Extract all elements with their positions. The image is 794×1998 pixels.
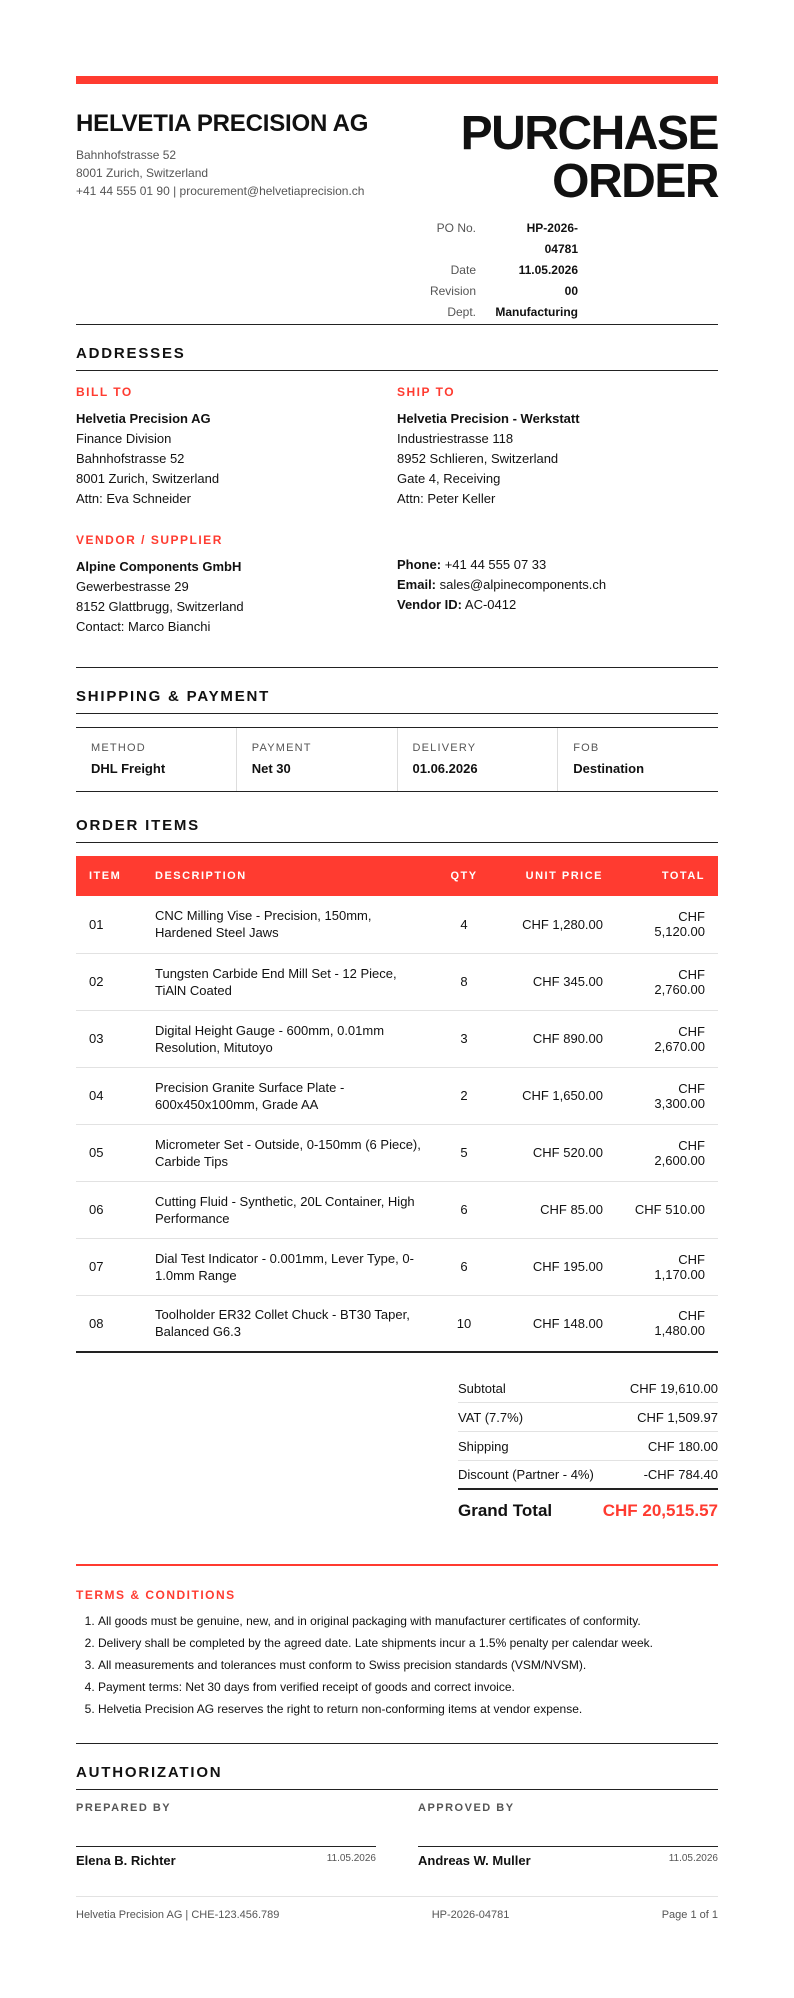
- cell-unit-price: CHF 85.00: [494, 1181, 616, 1238]
- document-title-line1: PURCHASE: [460, 107, 718, 160]
- meta-label: Revision: [429, 284, 476, 298]
- vendor-email: [397, 575, 718, 595]
- bill-to-line: 8001 Zurich, Switzerland: [76, 471, 220, 486]
- table-row: [76, 953, 718, 1010]
- table-row: [76, 1010, 718, 1067]
- cell-item: 06: [76, 1181, 142, 1238]
- cell-total: CHF 1,480.00: [616, 1295, 718, 1352]
- vendor-id-value: AC-0412: [464, 597, 517, 612]
- meta-value: 00: [564, 284, 578, 298]
- cell-total: CHF 5,120.00: [616, 896, 718, 953]
- cell-unit-price: CHF 1,280.00: [494, 896, 616, 953]
- totals-value: CHF 180.00: [647, 1438, 718, 1454]
- approved-by-name: Andreas W. Muller: [418, 1853, 531, 1868]
- totals-value: CHF 19,610.00: [629, 1380, 718, 1396]
- order-items-section: [76, 803, 718, 1353]
- prepared-by-block: [76, 1802, 376, 1868]
- ship-to-line: Helvetia Precision - Werkstatt: [397, 411, 580, 426]
- cell-description: Tungsten Carbide End Mill Set - 12 Piece, TiAlN Coated: [142, 953, 434, 1010]
- cell-total: CHF 510.00: [616, 1181, 718, 1238]
- totals-value: CHF 1,509.97: [637, 1409, 718, 1425]
- authorization-section: [76, 1743, 718, 1868]
- authorization-title: AUTHORIZATION: [76, 1744, 718, 1790]
- totals-label: Subtotal: [458, 1380, 506, 1396]
- shipping-label: FOB: [573, 742, 600, 754]
- grand-total-row: [458, 1492, 718, 1530]
- vendor-line: Contact: Marco Bianchi: [76, 619, 211, 634]
- footer-page-number: Page 1 of 1: [661, 1909, 718, 1921]
- vendor-block: [76, 533, 397, 637]
- cell-description: Micrometer Set - Outside, 0-150mm (6 Piece), Carbide Tips: [142, 1124, 434, 1181]
- header-description: DESCRIPTION: [142, 856, 434, 896]
- bill-to-line: Helvetia Precision AG: [76, 411, 211, 426]
- shipping-section: [76, 667, 718, 792]
- shipping-value: 01.06.2026: [412, 761, 478, 776]
- header-unit-price: UNIT PRICE: [494, 856, 616, 896]
- meta-value: 11.05.2026: [518, 263, 578, 277]
- shipping-value: Net 30: [251, 761, 291, 776]
- grand-total-value: CHF 20,515.57: [602, 1501, 718, 1520]
- shipping-cell-payment: [237, 728, 398, 791]
- header-item: ITEM: [76, 856, 142, 896]
- totals-block: [458, 1374, 718, 1530]
- shipping-cell-method: [76, 728, 237, 791]
- cell-qty: 6: [434, 1238, 494, 1295]
- prepared-by-name: Elena B. Richter: [76, 1853, 176, 1868]
- totals-row-discount: [458, 1461, 718, 1490]
- meta-row-po-number: [416, 218, 578, 260]
- cell-description: Toolholder ER32 Collet Chuck - BT30 Taper, Balanced G6.3: [142, 1295, 434, 1352]
- meta-row-revision: [416, 281, 578, 302]
- meta-label: Dept.: [447, 305, 476, 319]
- bill-to-line: Attn: Eva Schneider: [76, 491, 191, 506]
- shipping-title: SHIPPING & PAYMENT: [76, 668, 718, 714]
- approved-by-label: APPROVED BY: [418, 1802, 515, 1814]
- cell-unit-price: CHF 345.00: [494, 953, 616, 1010]
- cell-total: CHF 2,670.00: [616, 1010, 718, 1067]
- ship-to-block: [397, 385, 718, 509]
- bill-to-line: Finance Division: [76, 431, 172, 446]
- vendor-line: 8152 Glattbrugg, Switzerland: [76, 599, 244, 614]
- totals-label: Shipping: [458, 1438, 509, 1454]
- vendor-id-label: Vendor ID:: [397, 597, 463, 612]
- cell-total: CHF 2,760.00: [616, 953, 718, 1010]
- terms-item: 3. All measurements and tolerances must conform to Swiss precision standards (VSM/NVSM).: [98, 1654, 718, 1676]
- terms-list: [76, 1610, 718, 1720]
- table-header-row: [76, 856, 718, 896]
- table-row: [76, 1295, 718, 1352]
- shipping-label: PAYMENT: [251, 742, 312, 754]
- ship-to-label: SHIP TO: [397, 385, 456, 399]
- cell-qty: 2: [434, 1067, 494, 1124]
- header-total: TOTAL: [616, 856, 718, 896]
- shipping-label: METHOD: [91, 742, 146, 754]
- addresses-section: [76, 324, 718, 637]
- bill-to-line: Bahnhofstrasse 52: [76, 451, 185, 466]
- vendor-email-label: Email:: [397, 577, 437, 592]
- cell-item: 02: [76, 953, 142, 1010]
- grand-total-label: Grand Total: [458, 1501, 553, 1520]
- footer-po-number: HP-2026-04781: [431, 1909, 510, 1921]
- cell-unit-price: CHF 195.00: [494, 1238, 616, 1295]
- meta-label: Date: [450, 263, 476, 277]
- order-items-title: ORDER ITEMS: [76, 803, 718, 843]
- totals-row-shipping: [458, 1432, 718, 1461]
- cell-unit-price: CHF 148.00: [494, 1295, 616, 1352]
- accent-top-bar: [76, 76, 718, 84]
- table-row: [76, 896, 718, 953]
- terms-item: 1. All goods must be genuine, new, and in original packaging with manufacturer certificates of conformity.: [98, 1610, 718, 1632]
- shipping-cell-fob: [558, 728, 718, 791]
- company-name: HELVETIA PRECISION AG: [76, 110, 369, 137]
- shipping-value: Destination: [573, 761, 645, 776]
- shipping-value: DHL Freight: [91, 761, 166, 776]
- order-items-table: [76, 856, 718, 1353]
- cell-item: 04: [76, 1067, 142, 1124]
- vendor-contact-block: [397, 533, 718, 637]
- address-grid-vendor: [76, 533, 718, 637]
- meta-value: Manufacturing: [495, 305, 578, 319]
- shipping-label: DELIVERY: [412, 742, 477, 754]
- table-row: [76, 1124, 718, 1181]
- header-qty: QTY: [434, 856, 494, 896]
- vendor-phone-value: +41 44 555 07 33: [444, 557, 547, 572]
- signature-line: [76, 1846, 376, 1868]
- vendor-line: Gewerbestrasse 29: [76, 579, 189, 594]
- cell-item: 07: [76, 1238, 142, 1295]
- terms-item: 2. Delivery shall be completed by the agreed date. Late shipments incur a 1.5% penalty per calendar week.: [98, 1632, 718, 1654]
- page-footer: [76, 1896, 718, 1921]
- totals-row-vat: [458, 1403, 718, 1432]
- cell-item: 05: [76, 1124, 142, 1181]
- approved-by-date: 11.05.2026: [668, 1853, 718, 1864]
- cell-item: 01: [76, 896, 142, 953]
- shipping-cell-delivery: [398, 728, 559, 791]
- address-grid-top: [76, 385, 718, 509]
- vendor-phone: [397, 555, 718, 575]
- vendor-phone-label: Phone:: [397, 557, 442, 572]
- bill-to-block: [76, 385, 397, 509]
- vendor-label: VENDOR / SUPPLIER: [76, 533, 223, 547]
- cell-qty: 4: [434, 896, 494, 953]
- meta-row-date: [416, 260, 578, 281]
- footer-company: Helvetia Precision AG | CHE-123.456.789: [76, 1909, 280, 1921]
- document-title: [460, 107, 718, 208]
- cell-item: 03: [76, 1010, 142, 1067]
- bill-to-label: BILL TO: [76, 385, 133, 399]
- cell-description: Dial Test Indicator - 0.001mm, Lever Type, 0-1.0mm Range: [142, 1238, 434, 1295]
- meta-row-department: [416, 302, 578, 323]
- po-meta-block: [416, 218, 578, 323]
- cell-unit-price: CHF 1,650.00: [494, 1067, 616, 1124]
- vendor-id: [397, 595, 718, 615]
- meta-label: PO No.: [436, 221, 476, 235]
- ship-to-line: Gate 4, Receiving: [397, 471, 501, 486]
- cell-description: CNC Milling Vise - Precision, 150mm, Hardened Steel Jaws: [142, 896, 434, 953]
- totals-row-subtotal: [458, 1374, 718, 1403]
- ship-to-line: Attn: Peter Keller: [397, 491, 496, 506]
- cell-qty: 10: [434, 1295, 494, 1352]
- prepared-by-date: 11.05.2026: [326, 1853, 376, 1864]
- table-row: [76, 1238, 718, 1295]
- cell-description: Digital Height Gauge - 600mm, 0.01mm Resolution, Mitutoyo: [142, 1010, 434, 1067]
- vendor-email-value: sales@alpinecomponents.ch: [439, 577, 607, 592]
- table-row: [76, 1181, 718, 1238]
- terms-title: TERMS & CONDITIONS: [76, 1588, 236, 1602]
- signature-grid: [76, 1802, 718, 1868]
- cell-qty: 5: [434, 1124, 494, 1181]
- totals-label: VAT (7.7%): [458, 1409, 524, 1425]
- cell-unit-price: CHF 520.00: [494, 1124, 616, 1181]
- meta-value: HP-2026-04781: [526, 221, 578, 256]
- totals-label: Discount (Partner - 4%): [458, 1467, 594, 1482]
- cell-total: CHF 2,600.00: [616, 1124, 718, 1181]
- table-row: [76, 1067, 718, 1124]
- vendor-line: Alpine Components GmbH: [76, 559, 242, 574]
- addresses-title: ADDRESSES: [76, 325, 718, 371]
- cell-qty: 6: [434, 1181, 494, 1238]
- cell-description: Cutting Fluid - Synthetic, 20L Container, High Performance: [142, 1181, 434, 1238]
- company-contact: +41 44 555 01 90 | procurement@helvetiaprecision.ch: [76, 184, 365, 198]
- terms-section: [76, 1564, 718, 1720]
- cell-item: 08: [76, 1295, 142, 1352]
- ship-to-line: 8952 Schlieren, Switzerland: [397, 451, 559, 466]
- cell-qty: 8: [434, 953, 494, 1010]
- approved-by-block: [418, 1802, 718, 1868]
- cell-description: Precision Granite Surface Plate - 600x450x100mm, Grade AA: [142, 1067, 434, 1124]
- terms-item: 4. Payment terms: Net 30 days from verified receipt of goods and correct invoice.: [98, 1676, 718, 1698]
- cell-total: CHF 1,170.00: [616, 1238, 718, 1295]
- document-title-line2: ORDER: [552, 155, 718, 208]
- cell-total: CHF 3,300.00: [616, 1067, 718, 1124]
- terms-item: 5. Helvetia Precision AG reserves the right to return non-conforming items at vendor expense.: [98, 1698, 718, 1720]
- signature-line: [418, 1846, 718, 1868]
- company-address-line1: Bahnhofstrasse 52: [76, 148, 177, 162]
- company-address-line2: 8001 Zurich, Switzerland: [76, 166, 209, 180]
- prepared-by-label: PREPARED BY: [76, 1802, 172, 1814]
- document-header: [76, 107, 718, 319]
- cell-unit-price: CHF 890.00: [494, 1010, 616, 1067]
- ship-to-line: Industriestrasse 118: [397, 431, 514, 446]
- cell-qty: 3: [434, 1010, 494, 1067]
- shipping-table: [76, 727, 718, 792]
- totals-value: -CHF 784.40: [643, 1467, 718, 1482]
